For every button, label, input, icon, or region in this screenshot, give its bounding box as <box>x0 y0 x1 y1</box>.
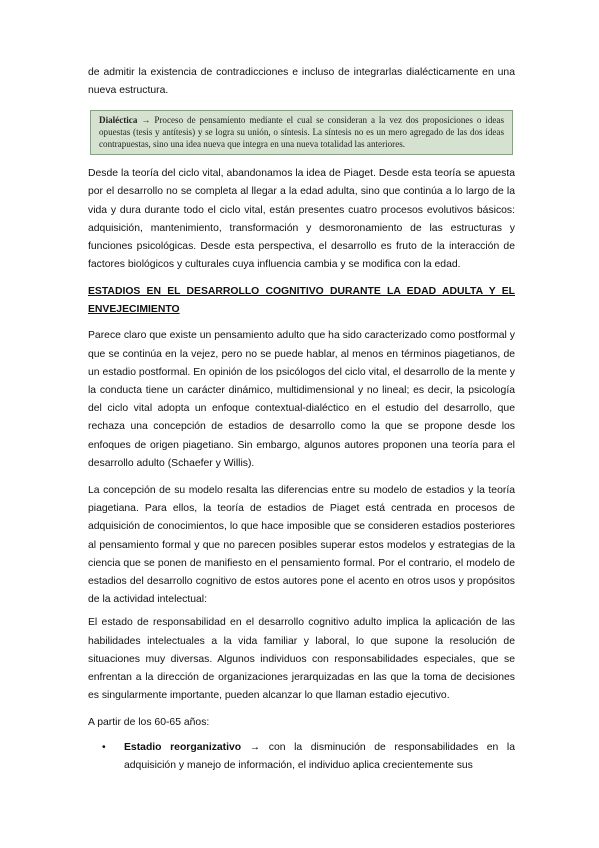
bullet-icon: • <box>102 741 106 753</box>
definition-box <box>90 110 513 155</box>
paragraph-pensamiento-adulto: Parece claro que existe un pensamiento adulto que ha sido caracterizado como postformal y que se continúa en la vejez, pero no se puede hablar, al menos en términos piagetianos, de un estadio postformal. En opinión de los psicólogos del ciclo vital, el desarrollo de la mente y la conducta tiene un carácter dinámico, multidimensional y no lineal; es decir, la psicología del ciclo vital adopta un enfoque contextual-dialéctico en el estudio del desarrollo, que rechaza una concepción de estadios de desarrollo como la que se propone desde los enfoques de origen piagetiano. Sin embargo, algunos autores proponen una teoría para el desarrollo adulto (Schaefer y Willis). <box>88 330 515 469</box>
bullet-text <box>124 739 515 775</box>
document-page <box>88 64 515 775</box>
intro-paragraph: de admitir la existencia de contradicciones e incluso de integrarlas dialécticamente en una nueva estructura. <box>88 67 515 97</box>
section-heading: ESTADIOS EN EL DESARROLLO COGNITIVO DURANTE LA EDAD ADULTA Y EL ENVEJECIMIENTO <box>88 286 515 315</box>
list-item <box>88 739 515 775</box>
bullet-term: Estadio reorganizativo <box>124 741 242 753</box>
paragraph-a-partir: A partir de los 60-65 años: <box>88 717 210 729</box>
paragraph-responsabilidad: El estado de responsabilidad en el desarrollo cognitivo adulto implica la aplicación de las habilidades intelectuales a la vida familiar y laboral, lo que supone la resolución de situaciones muy diversas. Algunos individuos con responsabilidades especiales, que se enfrentan a la dirección de organizaciones jerarquizadas en las que la toma de decisiones es singularmente importante, pueden alcanzar lo que llaman estadio ejecutivo. <box>88 617 515 702</box>
definition-term: Dialéctica <box>99 115 138 126</box>
definition-text: Proceso de pensamiento mediante el cual se consideran a la vez dos proposiciones o ideas opuestas (tesis y antítesis) y se logra su unión, o síntesis. La síntesis no es un mero agregado de las dos ideas contrapuestas, sino una idea nueva que integra en una nueva totalidad las anteriores. <box>99 115 505 149</box>
paragraph-concepcion-modelo: La concepción de su modelo resalta las diferencias entre su modelo de estadios y la teoría piagetiana. Para ellos, la teoría de estadios de Piaget está centrada en procesos de adquisición de conocimientos, lo que hace imposible que se consideren estadios posteriores al pensamiento formal y que no parecen posibles superar estos modelos y estrategias de la ciencia que se ponen de manifiesto en el pensamiento formal. Por el contrario, el modelo de estadios del desarrollo cognitivo de estos autores pone el acento en otros usos y propósitos de la actividad intelectual: <box>88 485 515 606</box>
paragraph-ciclo-vital: Desde la teoría del ciclo vital, abandonamos la idea de Piaget. Desde esta teoría se apuesta por el desarrollo no se completa al llegar a la edad adulta, sino que continúa a lo largo de la vida y dura durante todo el ciclo vital, están presentes cuatro procesos evolutivos básicos: adquisición, mantenimiento, transformación y desmoronamiento de las estructuras y funciones psicológicas. Desde esta perspectiva, el desarrollo es fruto de la interacción de factores biológicos y culturales cuya influencia cambia y se modifica con la edad. <box>88 168 515 271</box>
bullet-description: → con la disminución de responsabilidades en la adquisición y manejo de información, el individuo aplica crecientemente sus <box>124 741 516 771</box>
arrow-icon: → <box>141 115 151 126</box>
